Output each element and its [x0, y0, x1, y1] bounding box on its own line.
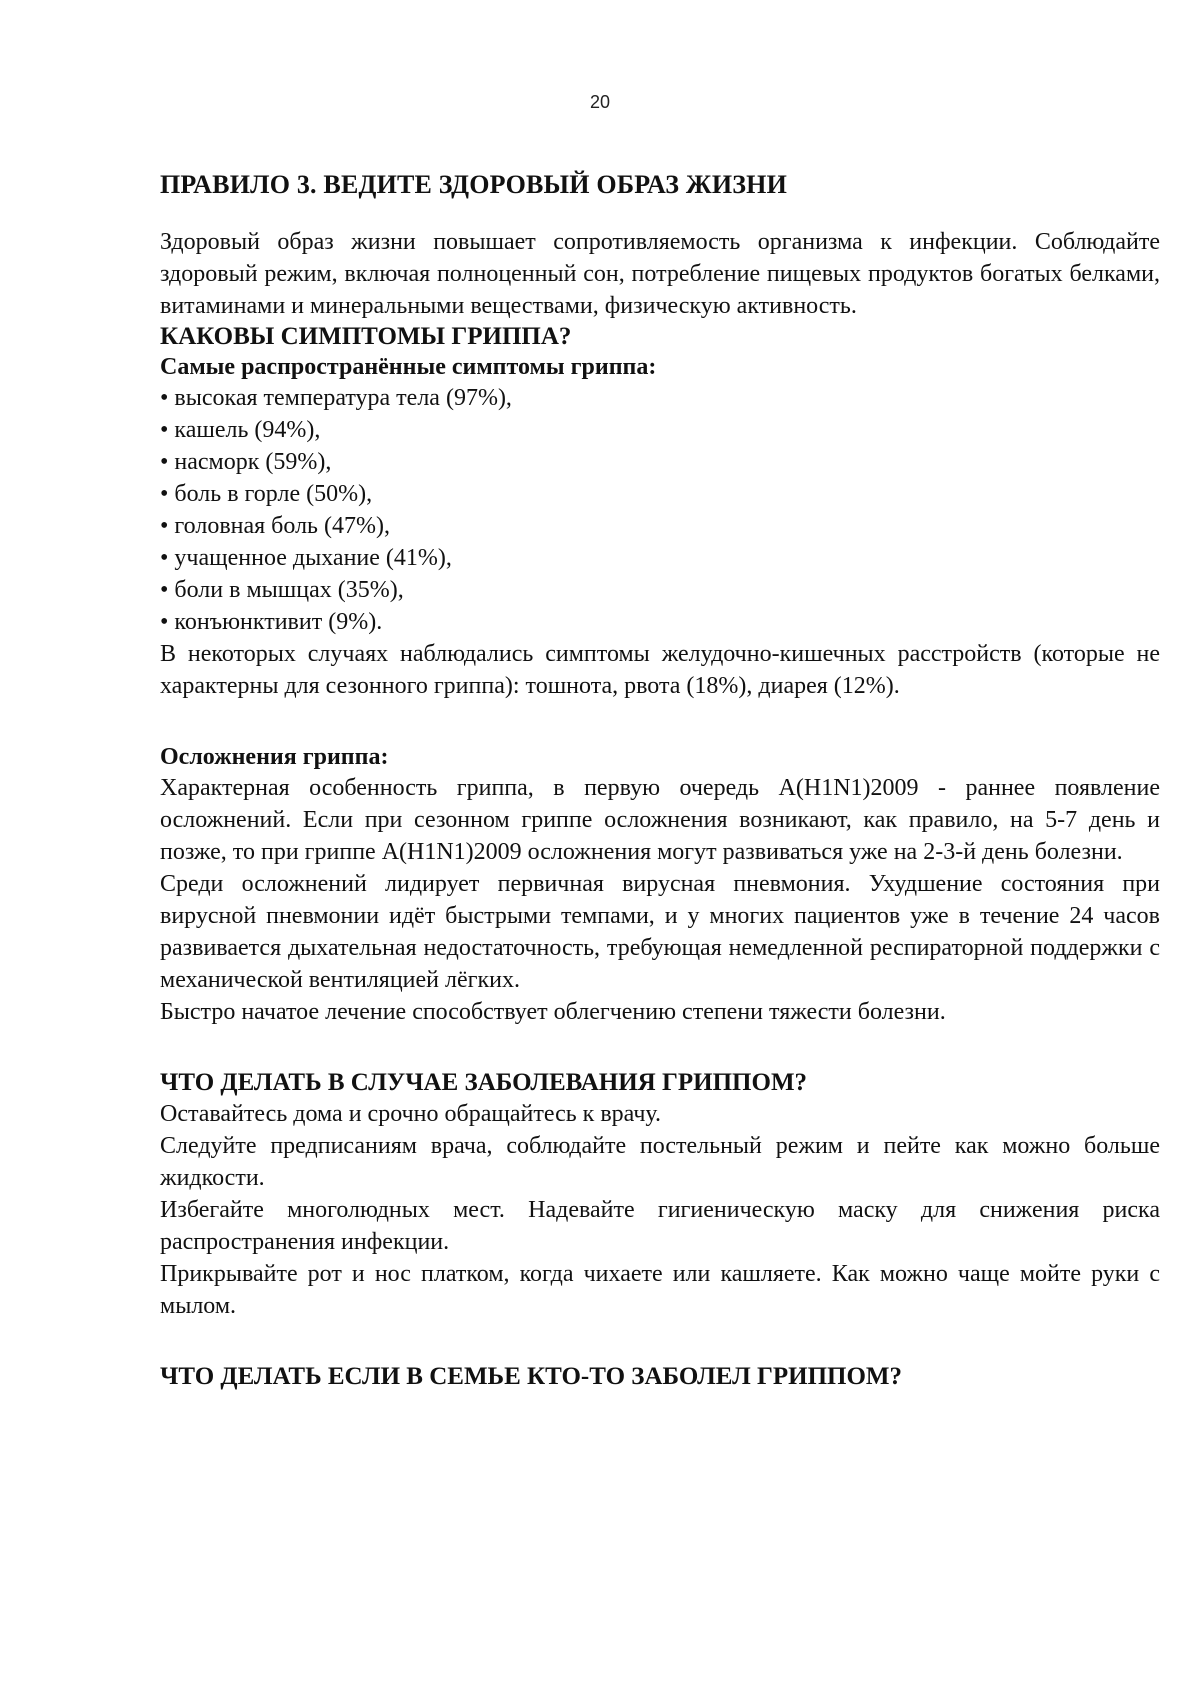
symptom-item: • конъюнктивит (9%). — [160, 606, 1160, 638]
page-number: 20 — [589, 92, 611, 112]
symptom-item: • учащенное дыхание (41%), — [160, 542, 1160, 574]
symptom-item: • боль в горле (50%), — [160, 478, 1160, 510]
what-to-do-paragraph-1: Оставайтесь дома и срочно обращайтесь к врачу. — [160, 1101, 662, 1127]
symptoms-subheading: Самые распространённые симптомы гриппа: — [160, 354, 657, 380]
symptoms-note: В некоторых случаях наблюдались симптомы желудочно-кишечных расстройств (которые не характерны для сезонного гриппа): тошнота, рвота (18%), диарея (12%). — [160, 641, 1160, 699]
what-to-do-paragraph-2: Следуйте предписаниям врача, соблюдайте постельный режим и пейте как можно больше жидкости. — [160, 1133, 1160, 1191]
symptom-item: • насморк (59%), — [160, 446, 1160, 478]
symptom-item: • кашель (94%), — [160, 414, 1160, 446]
what-to-do-paragraph-3: Избегайте многолюдных мест. Надевайте гигиеническую маску для снижения риска распространения инфекции. — [160, 1197, 1160, 1255]
page-content — [160, 170, 1160, 1392]
symptom-item: • высокая температура тела (97%), — [160, 382, 1160, 414]
rule3-heading: ПРАВИЛО 3. ВЕДИТЕ ЗДОРОВЫЙ ОБРАЗ ЖИЗНИ — [160, 170, 788, 199]
symptom-item: • боли в мышцах (35%), — [160, 574, 1160, 606]
symptoms-heading: КАКОВЫ СИМПТОМЫ ГРИППА? — [160, 323, 572, 350]
what-to-do-heading: ЧТО ДЕЛАТЬ В СЛУЧАЕ ЗАБОЛЕВАНИЯ ГРИППОМ? — [160, 1069, 808, 1096]
symptom-item: • головная боль (47%), — [160, 510, 1160, 542]
complications-paragraph-1: Характерная особенность гриппа, в первую очередь A(H1N1)2009 - раннее появление осложнений. Если при сезонном гриппе осложнения возникают, как правило, на 5-7 день и позже, то при гриппе A(H1N1)2009 осложнения могут развиваться уже на 2-3-й день болезни. — [160, 775, 1160, 865]
complications-heading: Осложнения гриппа: — [160, 744, 389, 770]
family-heading: ЧТО ДЕЛАТЬ ЕСЛИ В СЕМЬЕ КТО-ТО ЗАБОЛЕЛ ГРИППОМ? — [160, 1363, 903, 1390]
complications-paragraph-2: Среди осложнений лидирует первичная вирусная пневмония. Ухудшение состояния при вирусной пневмонии идёт быстрыми темпами, и у многих пациентов уже в течение 24 часов развивается дыхательная недостаточность, требующая немедленной респираторной поддержки с механической вентиляцией лёгких. — [160, 871, 1160, 993]
symptoms-list — [160, 382, 1160, 638]
complications-paragraph-3: Быстро начатое лечение способствует облегчению степени тяжести болезни. — [160, 999, 946, 1025]
rule3-text: Здоровый образ жизни повышает сопротивляемость организма к инфекции. Соблюдайте здоровый режим, включая полноценный сон, потребление пищевых продуктов богатых белками, витаминами и минеральными веществами, физическую активность. — [160, 229, 1160, 319]
what-to-do-paragraph-4: Прикрывайте рот и нос платком, когда чихаете или кашляете. Как можно чаще мойте руки с мылом. — [160, 1261, 1160, 1319]
